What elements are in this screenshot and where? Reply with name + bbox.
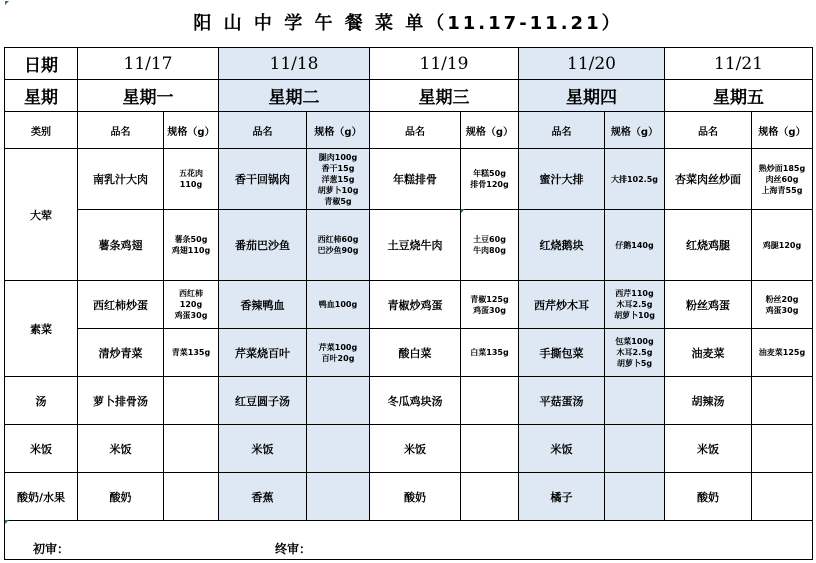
dish-spec: 大排102.5g: [605, 149, 665, 210]
spec-header: 规格（g）: [164, 112, 219, 149]
final-review-label: 终审：: [275, 542, 312, 556]
dish-spec: 腿肉100g 香干15g 洋葱15g 胡萝卜10g 青椒5g: [307, 149, 370, 210]
dish-spec: [605, 425, 665, 473]
dish-spec: 五花肉 110g: [164, 149, 219, 210]
dish-name: 冬瓜鸡块汤: [370, 377, 461, 425]
review-cell: [5, 521, 813, 560]
column-header-row: [5, 112, 813, 149]
dish-name: 蜜汁大排: [519, 149, 605, 210]
category-soup: 汤: [5, 377, 78, 425]
dish-spec: 白菜135g: [461, 329, 519, 377]
menu-table: [4, 47, 813, 560]
dish-name: 平菇蛋汤: [519, 377, 605, 425]
cell-marker: [5, 520, 9, 524]
dish-name: 西芹炒木耳: [519, 281, 605, 329]
dish-name: 薯条鸡翅: [78, 210, 164, 281]
dish-name: 粉丝鸡蛋: [665, 281, 752, 329]
dish-spec: 青椒125g 鸡蛋30g: [461, 281, 519, 329]
dish-name: 酸奶: [665, 473, 752, 521]
dish-spec: [605, 473, 665, 521]
dish-name: 红烧鸡腿: [665, 210, 752, 281]
veg-dish-row: [5, 281, 813, 329]
weekday-cell: 星期三: [370, 80, 519, 112]
dish-name: 萝卜排骨汤: [78, 377, 164, 425]
page-title: 阳 山 中 学 午 餐 菜 单（11.17-11.21）: [193, 13, 623, 34]
dish-name: 土豆烧牛肉: [370, 210, 461, 281]
date-cell: 11/19: [370, 48, 519, 80]
dish-name: 米饭: [665, 425, 752, 473]
dish-name-header: 品名: [219, 112, 307, 149]
main-dish-row: [5, 149, 813, 210]
dish-name: 芹菜烧百叶: [219, 329, 307, 377]
rice-row: [5, 425, 813, 473]
cell-marker: [461, 209, 465, 213]
dish-name: 手撕包菜: [519, 329, 605, 377]
dish-spec: 粉丝20g 鸡蛋30g: [752, 281, 813, 329]
dish-name: 酸白菜: [370, 329, 461, 377]
dish-spec: 年糕50g 排骨120g: [461, 149, 519, 210]
dish-name: 米饭: [219, 425, 307, 473]
dish-name: 红烧鹅块: [519, 210, 605, 281]
dish-name: 油麦菜: [665, 329, 752, 377]
dish-name: 酸奶: [78, 473, 164, 521]
dish-name: 酸奶: [370, 473, 461, 521]
dish-name: 米饭: [519, 425, 605, 473]
dish-name: 米饭: [370, 425, 461, 473]
first-review-label: 初审：: [33, 542, 70, 556]
category-dessert: 酸奶/水果: [5, 473, 78, 521]
dish-spec: [752, 425, 813, 473]
dish-name-header: 品名: [78, 112, 164, 149]
dish-name: 香辣鸭血: [219, 281, 307, 329]
category-header: 类别: [5, 112, 78, 149]
dish-spec: 鸭血100g: [307, 281, 370, 329]
dish-spec: 包菜100g 木耳2.5g 胡萝卜5g: [605, 329, 665, 377]
dish-spec: 油麦菜125g: [752, 329, 813, 377]
dish-spec: [164, 377, 219, 425]
cell-marker: [5, 1, 9, 5]
dish-name-header: 品名: [370, 112, 461, 149]
date-cell: 11/20: [519, 48, 665, 80]
dish-spec: 仔鹅140g: [605, 210, 665, 281]
dish-name-header: 品名: [665, 112, 752, 149]
dish-name: 年糕排骨: [370, 149, 461, 210]
soup-row: [5, 377, 813, 425]
dish-spec: 西芹110g 木耳2.5g 胡萝卜10g: [605, 281, 665, 329]
category-rice: 米饭: [5, 425, 78, 473]
dish-spec: 鸡腿120g: [752, 210, 813, 281]
spec-header: 规格（g）: [307, 112, 370, 149]
dish-spec: 熟炒面185g 肉丝60g 上海青55g: [752, 149, 813, 210]
date-row: [5, 48, 813, 80]
dish-name: 香蕉: [219, 473, 307, 521]
dish-spec: [461, 377, 519, 425]
dish-name: 清炒青菜: [78, 329, 164, 377]
weekday-cell: 星期二: [219, 80, 370, 112]
dish-name: 杏菜肉丝炒面: [665, 149, 752, 210]
weekday-cell: 星期四: [519, 80, 665, 112]
dish-name: 米饭: [78, 425, 164, 473]
date-label: 日期: [5, 48, 78, 80]
weekday-cell: 星期五: [665, 80, 813, 112]
dish-name: 西红柿炒蛋: [78, 281, 164, 329]
review-row: [5, 521, 813, 560]
dish-spec: [605, 377, 665, 425]
dish-spec: [461, 473, 519, 521]
date-cell: 11/18: [219, 48, 370, 80]
dish-spec: [307, 473, 370, 521]
dish-spec: [164, 473, 219, 521]
date-cell: 11/17: [78, 48, 219, 80]
dish-spec: [461, 425, 519, 473]
dish-name: 胡辣汤: [665, 377, 752, 425]
dessert-row: [5, 473, 813, 521]
spec-header: 规格（g）: [461, 112, 519, 149]
category-main: 大荤: [5, 149, 78, 281]
dish-name: 橘子: [519, 473, 605, 521]
dish-spec: [164, 425, 219, 473]
spec-header: 规格（g）: [752, 112, 813, 149]
date-cell: 11/21: [665, 48, 813, 80]
dish-spec: [307, 425, 370, 473]
dish-name: 青椒炒鸡蛋: [370, 281, 461, 329]
dish-name-header: 品名: [519, 112, 605, 149]
weekday-cell: 星期一: [78, 80, 219, 112]
weekday-row: [5, 80, 813, 112]
weekday-label: 星期: [5, 80, 78, 112]
category-veg: 素菜: [5, 281, 78, 377]
dish-spec: 西红柿60g 巴沙鱼90g: [307, 210, 370, 281]
spec-header: 规格（g）: [605, 112, 665, 149]
dish-spec: 芹菜100g 百叶20g: [307, 329, 370, 377]
dish-spec: 西红柿 120g 鸡蛋30g: [164, 281, 219, 329]
dish-name: 香干回锅肉: [219, 149, 307, 210]
dish-name: 番茄巴沙鱼: [219, 210, 307, 281]
dish-spec: 薯条50g 鸡翅110g: [164, 210, 219, 281]
dish-name: 南乳汁大肉: [78, 149, 164, 210]
dish-spec: 土豆60g 牛肉80g: [461, 210, 519, 281]
dish-spec: 青菜135g: [164, 329, 219, 377]
main-dish-row: [5, 210, 813, 281]
dish-spec: [752, 473, 813, 521]
dish-name: 红豆圆子汤: [219, 377, 307, 425]
veg-dish-row: [5, 329, 813, 377]
dish-spec: [752, 377, 813, 425]
dish-spec: [307, 377, 370, 425]
